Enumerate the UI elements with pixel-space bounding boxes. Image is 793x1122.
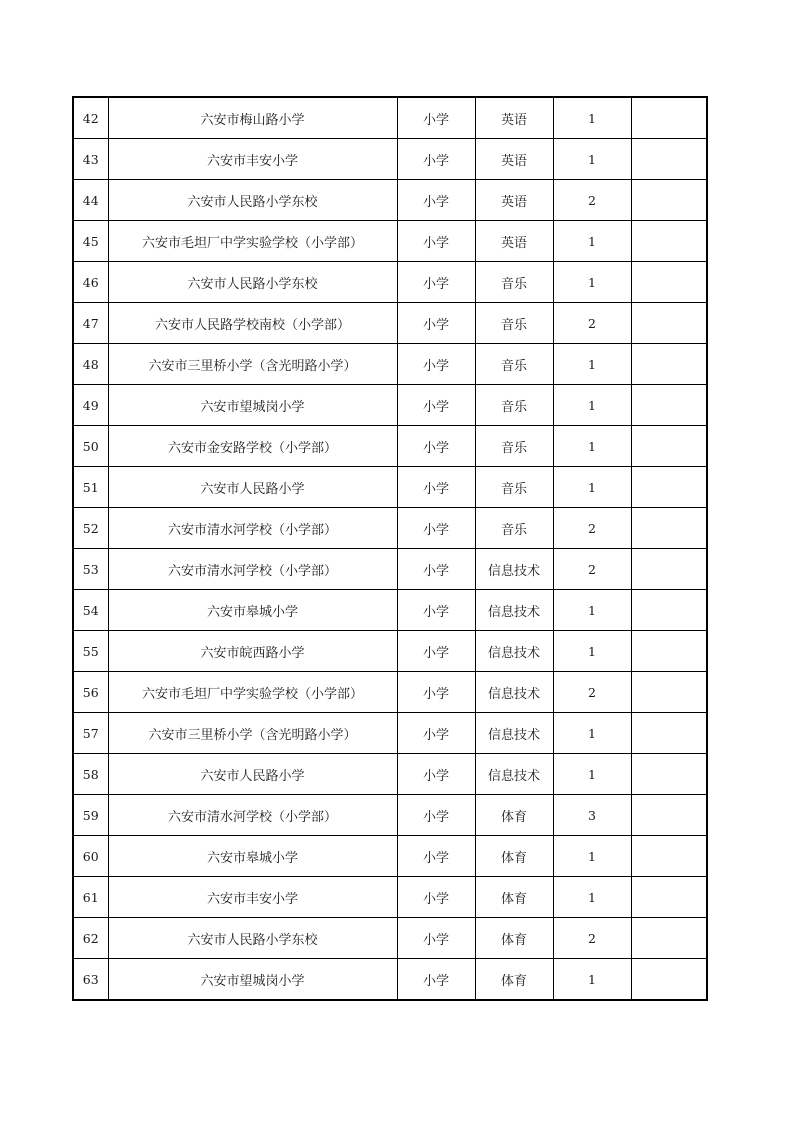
row-number-cell: 55 (73, 631, 108, 672)
note-cell (631, 97, 707, 139)
subject-cell: 体育 (475, 877, 553, 918)
position-count-cell: 1 (553, 385, 631, 426)
table-row (73, 385, 707, 426)
subject-cell: 体育 (475, 836, 553, 877)
subject-cell: 英语 (475, 180, 553, 221)
position-count-cell: 1 (553, 139, 631, 180)
row-number-cell: 44 (73, 180, 108, 221)
table-row (73, 590, 707, 631)
row-number-cell: 60 (73, 836, 108, 877)
table-row (73, 344, 707, 385)
position-count-cell: 1 (553, 590, 631, 631)
note-cell (631, 672, 707, 713)
school-name-cell: 六安市梅山路小学 (108, 97, 397, 139)
table-row (73, 180, 707, 221)
row-number-cell: 50 (73, 426, 108, 467)
table-row (73, 508, 707, 549)
subject-cell: 信息技术 (475, 713, 553, 754)
note-cell (631, 426, 707, 467)
subject-cell: 音乐 (475, 262, 553, 303)
note-cell (631, 262, 707, 303)
table-row (73, 713, 707, 754)
school-level-cell: 小学 (397, 549, 475, 590)
school-level-cell: 小学 (397, 754, 475, 795)
subject-cell: 信息技术 (475, 672, 553, 713)
school-name-cell: 六安市清水河学校（小学部） (108, 549, 397, 590)
note-cell (631, 303, 707, 344)
subject-cell: 信息技术 (475, 549, 553, 590)
school-name-cell: 六安市人民路小学东校 (108, 918, 397, 959)
school-name-cell: 六安市望城岗小学 (108, 385, 397, 426)
school-level-cell: 小学 (397, 590, 475, 631)
school-position-table (72, 96, 708, 1001)
table-row (73, 549, 707, 590)
school-name-cell: 六安市皖西路小学 (108, 631, 397, 672)
row-number-cell: 45 (73, 221, 108, 262)
note-cell (631, 508, 707, 549)
note-cell (631, 385, 707, 426)
note-cell (631, 631, 707, 672)
school-level-cell: 小学 (397, 139, 475, 180)
position-count-cell: 1 (553, 631, 631, 672)
row-number-cell: 49 (73, 385, 108, 426)
school-level-cell: 小学 (397, 631, 475, 672)
subject-cell: 英语 (475, 221, 553, 262)
school-name-cell: 六安市皋城小学 (108, 590, 397, 631)
school-name-cell: 六安市丰安小学 (108, 139, 397, 180)
table-row (73, 877, 707, 918)
school-name-cell: 六安市人民路小学 (108, 754, 397, 795)
school-level-cell: 小学 (397, 180, 475, 221)
row-number-cell: 54 (73, 590, 108, 631)
position-count-cell: 2 (553, 918, 631, 959)
row-number-cell: 61 (73, 877, 108, 918)
subject-cell: 体育 (475, 918, 553, 959)
row-number-cell: 63 (73, 959, 108, 1001)
school-level-cell: 小学 (397, 262, 475, 303)
row-number-cell: 59 (73, 795, 108, 836)
school-level-cell: 小学 (397, 426, 475, 467)
school-level-cell: 小学 (397, 385, 475, 426)
table-row (73, 918, 707, 959)
subject-cell: 体育 (475, 795, 553, 836)
note-cell (631, 877, 707, 918)
school-name-cell: 六安市望城岗小学 (108, 959, 397, 1001)
subject-cell: 英语 (475, 97, 553, 139)
table-row (73, 959, 707, 1001)
school-level-cell: 小学 (397, 713, 475, 754)
note-cell (631, 713, 707, 754)
position-count-cell: 1 (553, 344, 631, 385)
note-cell (631, 590, 707, 631)
subject-cell: 音乐 (475, 303, 553, 344)
row-number-cell: 62 (73, 918, 108, 959)
position-count-cell: 1 (553, 262, 631, 303)
table-body (73, 97, 707, 1000)
school-level-cell: 小学 (397, 344, 475, 385)
school-name-cell: 六安市毛坦厂中学实验学校（小学部） (108, 221, 397, 262)
subject-cell: 信息技术 (475, 590, 553, 631)
school-name-cell: 六安市毛坦厂中学实验学校（小学部） (108, 672, 397, 713)
school-level-cell: 小学 (397, 795, 475, 836)
table-row (73, 303, 707, 344)
note-cell (631, 344, 707, 385)
note-cell (631, 467, 707, 508)
school-level-cell: 小学 (397, 836, 475, 877)
table-row (73, 631, 707, 672)
row-number-cell: 51 (73, 467, 108, 508)
subject-cell: 信息技术 (475, 754, 553, 795)
position-count-cell: 1 (553, 959, 631, 1001)
school-name-cell: 六安市人民路学校南校（小学部） (108, 303, 397, 344)
school-name-cell: 六安市丰安小学 (108, 877, 397, 918)
row-number-cell: 46 (73, 262, 108, 303)
position-count-cell: 1 (553, 426, 631, 467)
subject-cell: 音乐 (475, 467, 553, 508)
position-count-cell: 1 (553, 754, 631, 795)
school-name-cell: 六安市金安路学校（小学部） (108, 426, 397, 467)
school-name-cell: 六安市人民路小学 (108, 467, 397, 508)
note-cell (631, 221, 707, 262)
school-level-cell: 小学 (397, 959, 475, 1001)
school-level-cell: 小学 (397, 467, 475, 508)
note-cell (631, 795, 707, 836)
row-number-cell: 58 (73, 754, 108, 795)
row-number-cell: 52 (73, 508, 108, 549)
row-number-cell: 43 (73, 139, 108, 180)
position-count-cell: 2 (553, 549, 631, 590)
row-number-cell: 57 (73, 713, 108, 754)
school-name-cell: 六安市清水河学校（小学部） (108, 508, 397, 549)
table-row (73, 221, 707, 262)
subject-cell: 音乐 (475, 508, 553, 549)
table-row (73, 97, 707, 139)
row-number-cell: 42 (73, 97, 108, 139)
note-cell (631, 180, 707, 221)
table-row (73, 139, 707, 180)
school-level-cell: 小学 (397, 672, 475, 713)
note-cell (631, 549, 707, 590)
note-cell (631, 836, 707, 877)
school-level-cell: 小学 (397, 303, 475, 344)
school-name-cell: 六安市人民路小学东校 (108, 262, 397, 303)
subject-cell: 信息技术 (475, 631, 553, 672)
note-cell (631, 754, 707, 795)
subject-cell: 英语 (475, 139, 553, 180)
position-count-cell: 1 (553, 877, 631, 918)
position-count-cell: 1 (553, 467, 631, 508)
row-number-cell: 53 (73, 549, 108, 590)
school-level-cell: 小学 (397, 877, 475, 918)
note-cell (631, 959, 707, 1001)
note-cell (631, 918, 707, 959)
school-name-cell: 六安市三里桥小学（含光明路小学） (108, 344, 397, 385)
school-name-cell: 六安市清水河学校（小学部） (108, 795, 397, 836)
position-count-cell: 1 (553, 97, 631, 139)
school-level-cell: 小学 (397, 221, 475, 262)
row-number-cell: 48 (73, 344, 108, 385)
school-level-cell: 小学 (397, 918, 475, 959)
table-row (73, 672, 707, 713)
row-number-cell: 47 (73, 303, 108, 344)
position-count-cell: 1 (553, 836, 631, 877)
row-number-cell: 56 (73, 672, 108, 713)
school-level-cell: 小学 (397, 508, 475, 549)
position-count-cell: 1 (553, 221, 631, 262)
subject-cell: 音乐 (475, 385, 553, 426)
note-cell (631, 139, 707, 180)
position-count-cell: 1 (553, 713, 631, 754)
school-name-cell: 六安市三里桥小学（含光明路小学） (108, 713, 397, 754)
school-name-cell: 六安市皋城小学 (108, 836, 397, 877)
position-count-cell: 2 (553, 180, 631, 221)
school-level-cell: 小学 (397, 97, 475, 139)
position-count-cell: 3 (553, 795, 631, 836)
table-row (73, 426, 707, 467)
school-name-cell: 六安市人民路小学东校 (108, 180, 397, 221)
table-row (73, 262, 707, 303)
table-row (73, 754, 707, 795)
position-count-cell: 2 (553, 672, 631, 713)
position-count-cell: 2 (553, 303, 631, 344)
subject-cell: 体育 (475, 959, 553, 1001)
table-row (73, 836, 707, 877)
position-count-cell: 2 (553, 508, 631, 549)
subject-cell: 音乐 (475, 426, 553, 467)
table-row (73, 467, 707, 508)
table-row (73, 795, 707, 836)
subject-cell: 音乐 (475, 344, 553, 385)
